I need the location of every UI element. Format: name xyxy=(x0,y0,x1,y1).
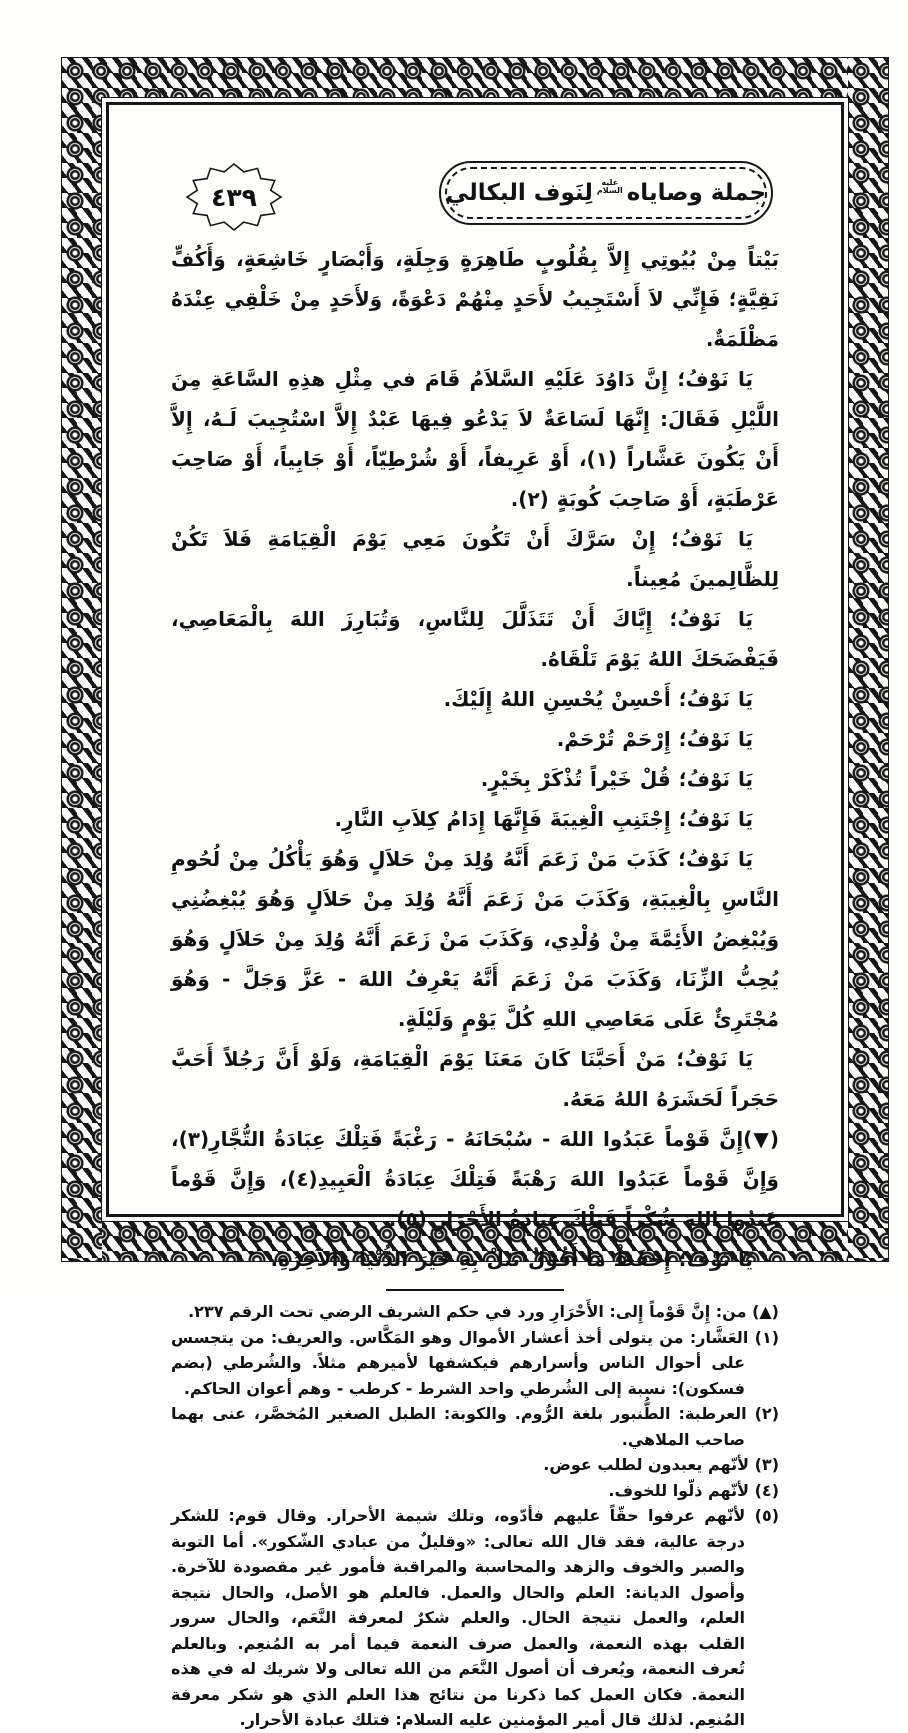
chapter-title xyxy=(445,177,767,206)
page-header xyxy=(171,161,779,239)
footnote-text: العَشَّار: من يتولى أخذ أعشار الأموال وهو المَكَّاس. والعريف: من يتجسس على أحوال الناس وأسرارهم فيكشفها لأميرهم مثلاً. والشُرطي (بضم فسكون): نسبة إلى الشُرطي واحد الشرط - كرطب - وهم أعوان الحاكم. xyxy=(171,1327,749,1398)
footnote xyxy=(171,1299,779,1325)
body-paragraph: يَا نَوْفُ؛ قُلْ خَيْراً تُذْكَرْ بِخَيْرٍ. xyxy=(480,767,753,791)
footnote-text: لأنّهم ذلّوا للخوف. xyxy=(608,1480,750,1500)
footnote xyxy=(171,1503,779,1733)
body-paragraph: يَا نَوْفُ؛ إِنْ سَرَّكَ أَنْ تَكُونَ مَعِي يَوْمَ الْقِيَامَةِ فَلاَ تَكُنْ لِلظَّالِمينَ مُعِيناً. xyxy=(171,527,779,591)
chapter-title-box xyxy=(439,161,773,225)
ornamental-border-frame xyxy=(62,58,888,1729)
footnote-text: العرطبة: الطُّنبور بلغة الرُّوم. والكوبة: الطبل الصغير المُخصَّر، عنى بهما صاحب الملاهي. xyxy=(171,1404,747,1449)
footnote-marker: (▲) xyxy=(752,1302,779,1321)
footnote-separator xyxy=(386,1289,564,1291)
body-paragraph: يَا نَوْفُ؛ إِحْفَظْ مَا أَقُولُ تَنَلْ بِهِ خَيْرَ الدُّنْيَا وَالآخِرَةِ. xyxy=(270,1247,753,1271)
title-post: لِنَوف البكالي xyxy=(445,180,593,206)
footnote-text: لأنّهم عرفوا حقّاً عليهم فأدّوه، وتلك شيمة الأحرار. وقال قوم: للشكر درجة عالية، فقد قال الله تعالى: «وقليلٌ من عبادي الشّكور». أما التوبة والصبر والخوف والزهد والمحاسبة والمراقبة فأمور غير مقصودة للآخرة. وأصول الديانة: العلم والحال والعمل. فالعلم هو الأصل، والحال نتيجة العلم، والعمل نتيجة الحال. والعلم شكرٌ لمعرفة النَّعَم، والحال سرور القلب بهذه النعمة، والعمل صرف النعمة فيما أمر به المُنعِم. وبالعلم تُعرف النعمة، ويُعرف أن أصول النَّعَم من الله تعالى ولا شريك له في هذه النعمة. فكان العمل كما ذكرنا من نتائج هذا العلم الذي هو شكر معرفة المُنعِم. لذلك قال أمير المؤمنين عليه السلام: فتلك عبادة الأحرار. xyxy=(171,1506,746,1729)
footnote xyxy=(171,1478,779,1504)
body-paragraph: (▼)إِنَّ قَوْماً عَبَدُوا اللهَ - سُبْحَانَهُ - رَغْبَةً فَتِلْكَ عِبَادَةُ التُّجَّارِ(٣)، وَإِنَّ قَوْماً عَبَدُوا اللهَ رَهْبَةً فَتِلْكَ عِبَادَةُ الْعَبِيدِ(٤)، وَإِنَّ قَوْماً عَبَدُوا اللهَ شُكْراً فَتِلْكَ عِبَادَةُ الأَحْرَارِ (٥). xyxy=(171,1127,779,1231)
body-paragraph: يَا نَوْفُ؛ إِرْحَمْ تُرْحَمْ. xyxy=(556,727,753,751)
page-number: ٤٣٩ xyxy=(211,182,257,212)
footnote-text: لأنّهم يعبدون لطلب عوض. xyxy=(543,1455,750,1474)
footnote-marker: (٤) xyxy=(754,1480,779,1500)
floral-border-left xyxy=(62,58,102,1261)
footnote-marker: (٣) xyxy=(754,1455,779,1474)
footnote xyxy=(171,1452,779,1478)
body-paragraph: يَا نَوْفُ؛ مَنْ أَحَبَّنَا كَانَ مَعَنَا يَوْمَ الْقِيَامَةِ، وَلَوْ أَنَّ رَجُلاً أَحَبَّ حَجَراً لَحَشَرَهُ اللهُ مَعَهُ. xyxy=(171,1047,779,1111)
body-paragraph: يَا نَوْفُ؛ إِجْتَنِبِ الْغِيبَةَ فَإِنَّهَا إِدَامُ كِلاَبِ النَّارِ. xyxy=(334,807,753,831)
footnote xyxy=(171,1325,779,1402)
footnotes-section xyxy=(171,1299,779,1733)
title-pre: جملة وصاياه xyxy=(626,180,767,206)
body-paragraph: يَا نَوْفُ؛ كَذَبَ مَنْ زَعَمَ أَنَّهُ وُلِدَ مِنْ حَلاَلٍ وَهُوَ يَأْكُلُ مِنْ لُحُومِ النَّاسِ بِالْغِيبَةِ، وَكَذَبَ مَنْ زَعَمَ أَنَّهُ وُلِدَ مِنْ حَلاَلٍ وَهُوَ يُبْغِضُنِي وَيُبْغِضُ الأَئِمَّةَ مِنْ وُلْدِي، وَكَذَبَ مَنْ زَعَمَ أَنَّهُ وُلِدَ مِنْ حَلاَلٍ وَهُوَ يُحِبُّ الزِّنَا، وَكَذَبَ مَنْ زَعَمَ أَنَّهُ يَعْرِفُ اللهَ - عَزَّ وَجَلَّ - وَهُوَ مُجْتَرِئٌ عَلَى مَعَاصِي اللهِ كُلَّ يَوْمٍ وَلَيْلَةٍ. xyxy=(171,847,779,1031)
page-content xyxy=(157,153,793,1729)
main-text xyxy=(171,239,779,1279)
alayhi-salam-mark: عليه السلام xyxy=(596,177,623,195)
inner-rule-frame xyxy=(106,102,844,1729)
footnote-marker: (١) xyxy=(754,1327,780,1347)
footnote xyxy=(171,1401,779,1452)
body-paragraph: يَا نَوْفُ؛ إِيَّاكَ أَنْ تَتَذَلَّلَ لِلنَّاسِ، وَتُبَارِزَ اللهَ بِالْمَعَاصِي، فَيَفْضَحَكَ اللهُ يَوْمَ تَلْقَاهُ. xyxy=(171,607,779,671)
floral-border-right xyxy=(848,58,888,1261)
body-paragraph: يَا نَوْفُ؛ أَحْسِنْ يُحْسِنِ اللهُ إِلَيْكَ. xyxy=(443,687,753,711)
page-number-badge xyxy=(185,161,283,233)
footnote-marker: (٥) xyxy=(754,1506,780,1525)
body-paragraph: بَيْتاً مِنْ بُيُوتِي إِلاَّ بِقُلُوبٍ طَاهِرَةٍ وَجِلَةٍ، وَأَبْصَارٍ خَاشِعَةٍ، وَأَكُفٍّ نَقِيَّةٍ؛ فَإِنِّي لاَ أَسْتَجِيبُ لأَحَدٍ مِنْهُمْ دَعْوَةً، وَلأَحَدٍ مِنْ خَلْقِي عِنْدَهُ مَظْلَمَةٌ. xyxy=(171,247,779,351)
body-paragraph: يَا نَوْفُ؛ إِنَّ دَاوُدَ عَلَيْهِ السَّلاَمُ قَامَ في مِثْلِ هذِهِ السَّاعَةِ مِنَ اللَّيْلِ فَقَالَ: إِنَّهَا لَسَاعَةٌ لاَ يَدْعُو فِيهَا عَبْدٌ إِلاَّ اسْتُجِيبَ لَـهُ، إِلاَّ أَنْ يَكُونَ عَشَّاراً (١)، أَوْ عَرِيفاً، أَوْ شُرْطِيّاً، أَوْ جَابِياً، أَوْ صَاحِبَ عَرْطَبَةٍ، أَوْ صَاحِبَ كُوبَةٍ (٢). xyxy=(171,367,779,511)
footnote-marker: (٢) xyxy=(754,1404,779,1423)
floral-border-top xyxy=(62,58,888,98)
footnote-text: من: إِنَّ قَوْماً إِلى: الأَحْرَارِ ورد في حكم الشريف الرضي تحت الرقم ٢٣٧. xyxy=(188,1302,747,1321)
